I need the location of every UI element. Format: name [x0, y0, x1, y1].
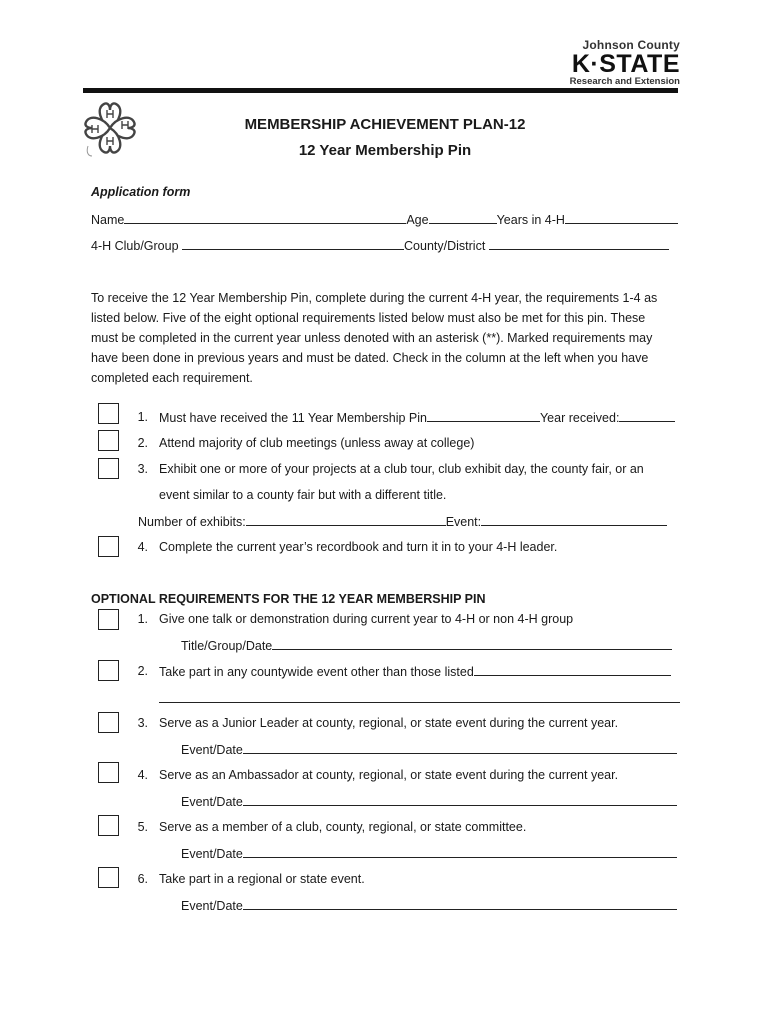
county-label: County/District [404, 239, 486, 253]
name-row [91, 212, 681, 227]
club-field[interactable] [182, 238, 404, 250]
opt-4-text: Serve as an Ambassador at county, regional, or state event during the current year. [159, 768, 619, 782]
header-rule [83, 88, 678, 93]
club-row [91, 238, 681, 253]
checkbox-req-3[interactable] [98, 458, 119, 479]
form-heading: Application form [91, 185, 191, 199]
opt-2-text: Take part in any countywide event other than those listed [159, 665, 474, 679]
opt-5-sub-row [181, 846, 677, 861]
opt-6-sub-label: Event/Date [181, 899, 243, 913]
age-label: Age [406, 213, 429, 227]
checkbox-req-2[interactable] [98, 430, 119, 451]
opt-4-sub-label: Event/Date [181, 795, 243, 809]
checkbox-opt-5[interactable] [98, 815, 119, 836]
opt-number: 3. [137, 716, 148, 730]
pin-field[interactable] [427, 410, 540, 422]
opt-5-field[interactable] [243, 846, 677, 858]
checkbox-opt-6[interactable] [98, 867, 119, 888]
opt-6-text: Take part in a regional or state event. [159, 872, 365, 886]
opt-number: 1. [137, 612, 148, 626]
opt-3-sub-label: Event/Date [181, 743, 243, 757]
req-1-text: Must have received the 11 Year Membership Pin [159, 411, 427, 425]
opt-3-sub-row [181, 742, 677, 757]
checkbox-opt-3[interactable] [98, 712, 119, 733]
checkbox-opt-1[interactable] [98, 609, 119, 630]
instructions [91, 288, 681, 388]
req-4-text: Complete the current year’s recordbook and turn it in to your 4-H leader. [159, 540, 558, 554]
req-number: 2. [137, 436, 148, 450]
opt-1-sub-label: Title/Group/Date [181, 639, 273, 653]
page-title: MEMBERSHIP ACHIEVEMENT PLAN-12 [244, 116, 526, 133]
club-label: 4-H Club/Group [91, 239, 179, 253]
optional-heading: OPTIONAL REQUIREMENTS FOR THE 12 YEAR MEMBERSHIP PIN [91, 592, 486, 606]
opt-3-text: Serve as a Junior Leader at county, regional, or state event during the current year. [159, 716, 619, 730]
opt-number: 4. [137, 768, 148, 782]
instructions-line: have been done in previous years and must be dated. Check in the column at the left when you have [91, 351, 649, 365]
exhibits-field[interactable] [246, 514, 446, 526]
opt-1-field[interactable] [272, 638, 672, 650]
name-field[interactable] [124, 212, 406, 224]
req-2-text: Attend majority of club meetings (unless away at college) [159, 436, 475, 450]
instructions-line: completed each requirement. [91, 371, 253, 385]
req-number: 3. [137, 462, 148, 476]
req-3-text-cont: event similar to a county fair but with a different title. [159, 488, 447, 502]
page-subtitle: 12 Year Membership Pin [298, 142, 472, 159]
opt-number: 6. [137, 872, 148, 886]
kstate-logo [560, 38, 680, 87]
logo-subtitle: Research and Extension [569, 76, 680, 87]
checkbox-req-4[interactable] [98, 536, 119, 557]
age-field[interactable] [429, 212, 497, 224]
opt-3-field[interactable] [243, 742, 677, 754]
req-number: 4. [137, 540, 148, 554]
instructions-line: To receive the 12 Year Membership Pin, complete during the current 4-H year, the requirements 1-4 as [91, 291, 658, 305]
checkbox-opt-2[interactable] [98, 660, 119, 681]
event-field[interactable] [481, 514, 667, 526]
year-received-label: Year received: [539, 411, 620, 425]
opt-5-sub-label: Event/Date [181, 847, 243, 861]
checkbox-opt-4[interactable] [98, 762, 119, 783]
name-label: Name [91, 213, 125, 227]
req-3-text: Exhibit one or more of your projects at a club tour, club exhibit day, the county fair, or an [159, 462, 644, 476]
opt-4-field[interactable] [243, 794, 677, 806]
opt-6-field[interactable] [243, 898, 677, 910]
checkbox-req-1[interactable] [98, 403, 119, 424]
opt-2-field[interactable] [474, 664, 671, 676]
opt-1-sub-row [181, 638, 672, 653]
years-field[interactable] [565, 212, 678, 224]
event-label: Event: [445, 515, 482, 529]
opt-4-sub-row [181, 794, 677, 809]
opt-2-row [159, 664, 671, 679]
exhibits-row [138, 514, 667, 529]
exhibits-label: Number of exhibits: [138, 515, 246, 529]
opt-number: 5. [137, 820, 148, 834]
opt-1-text: Give one talk or demonstration during current year to 4-H or non 4-H group [159, 612, 574, 626]
year-received-field[interactable] [619, 410, 675, 422]
opt-2-field-cont[interactable] [159, 702, 680, 703]
instructions-line: must be completed in the current year unless denoted with an asterisk (**). Marked requirements may [91, 331, 653, 345]
req-1-row [159, 410, 675, 425]
opt-5-text: Serve as a member of a club, county, regional, or state committee. [159, 820, 527, 834]
opt-6-sub-row [181, 898, 677, 913]
instructions-line: listed below. Five of the eight optional requirements listed below must also be met for this pin. These [91, 311, 646, 325]
req-number: 1. [137, 410, 148, 424]
logo-county: Johnson County [582, 38, 680, 52]
logo-brand: K·STATE [571, 50, 680, 78]
county-field[interactable] [489, 238, 669, 250]
opt-number: 2. [137, 664, 148, 678]
years-label: Years in 4-H [496, 213, 565, 227]
